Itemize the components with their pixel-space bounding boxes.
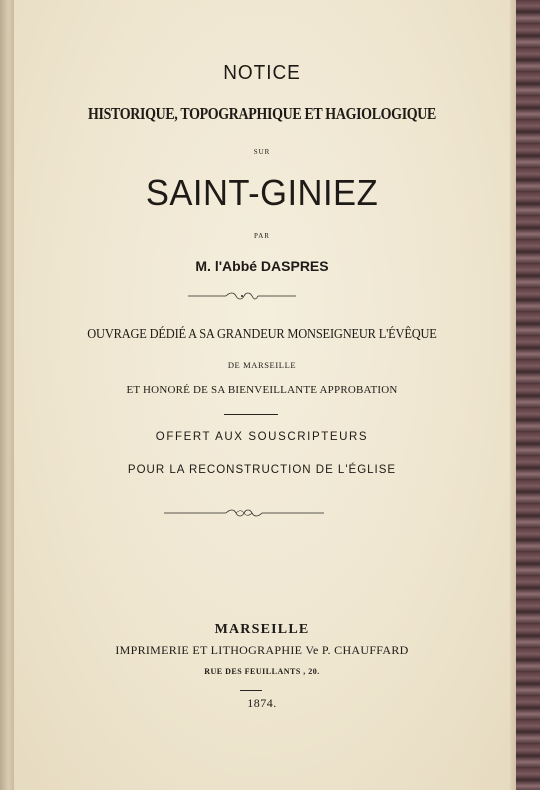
imprint-city: MARSEILLE bbox=[214, 622, 310, 637]
imprint-printer: IMPRIMERIE ET LITHOGRAPHIE Ve P. CHAUFFARD bbox=[115, 643, 409, 657]
imprint-street: RUE DES FEUILLANTS , 20. bbox=[204, 667, 320, 676]
book-spine bbox=[0, 0, 14, 790]
sur-word: SUR bbox=[253, 148, 271, 156]
short-rule bbox=[224, 414, 278, 415]
de-marseille: DE MARSEILLE bbox=[227, 360, 297, 370]
main-title: SAINT-GINIEZ bbox=[145, 172, 379, 213]
approbation: ET HONORÉ DE SA BIENVEILLANTE APPROBATION bbox=[126, 384, 398, 396]
author: M. l'Abbé DASPRES bbox=[195, 258, 329, 274]
notice-heading: NOTICE bbox=[223, 62, 301, 84]
title-page bbox=[14, 0, 510, 790]
subtitle: HISTORIQUE, TOPOGRAPHIQUE ET HAGIOLOGIQUE bbox=[87, 104, 437, 123]
imprint-year: 1874. bbox=[247, 696, 277, 710]
dedication: OUVRAGE DÉDIÉ A SA GRANDEUR MONSEIGNEUR L'ÉVÊQUE bbox=[87, 326, 437, 341]
offert-line: OFFERT AUX SOUSCRIPTEURS bbox=[155, 431, 369, 443]
year-rule bbox=[240, 690, 262, 691]
ornamental-divider-bottom bbox=[164, 508, 324, 518]
par-word: PAR bbox=[254, 232, 270, 240]
reconstruction-line: POUR LA RECONSTRUCTION DE L'ÉGLISE bbox=[127, 464, 397, 476]
ornamental-divider-top bbox=[188, 291, 296, 301]
